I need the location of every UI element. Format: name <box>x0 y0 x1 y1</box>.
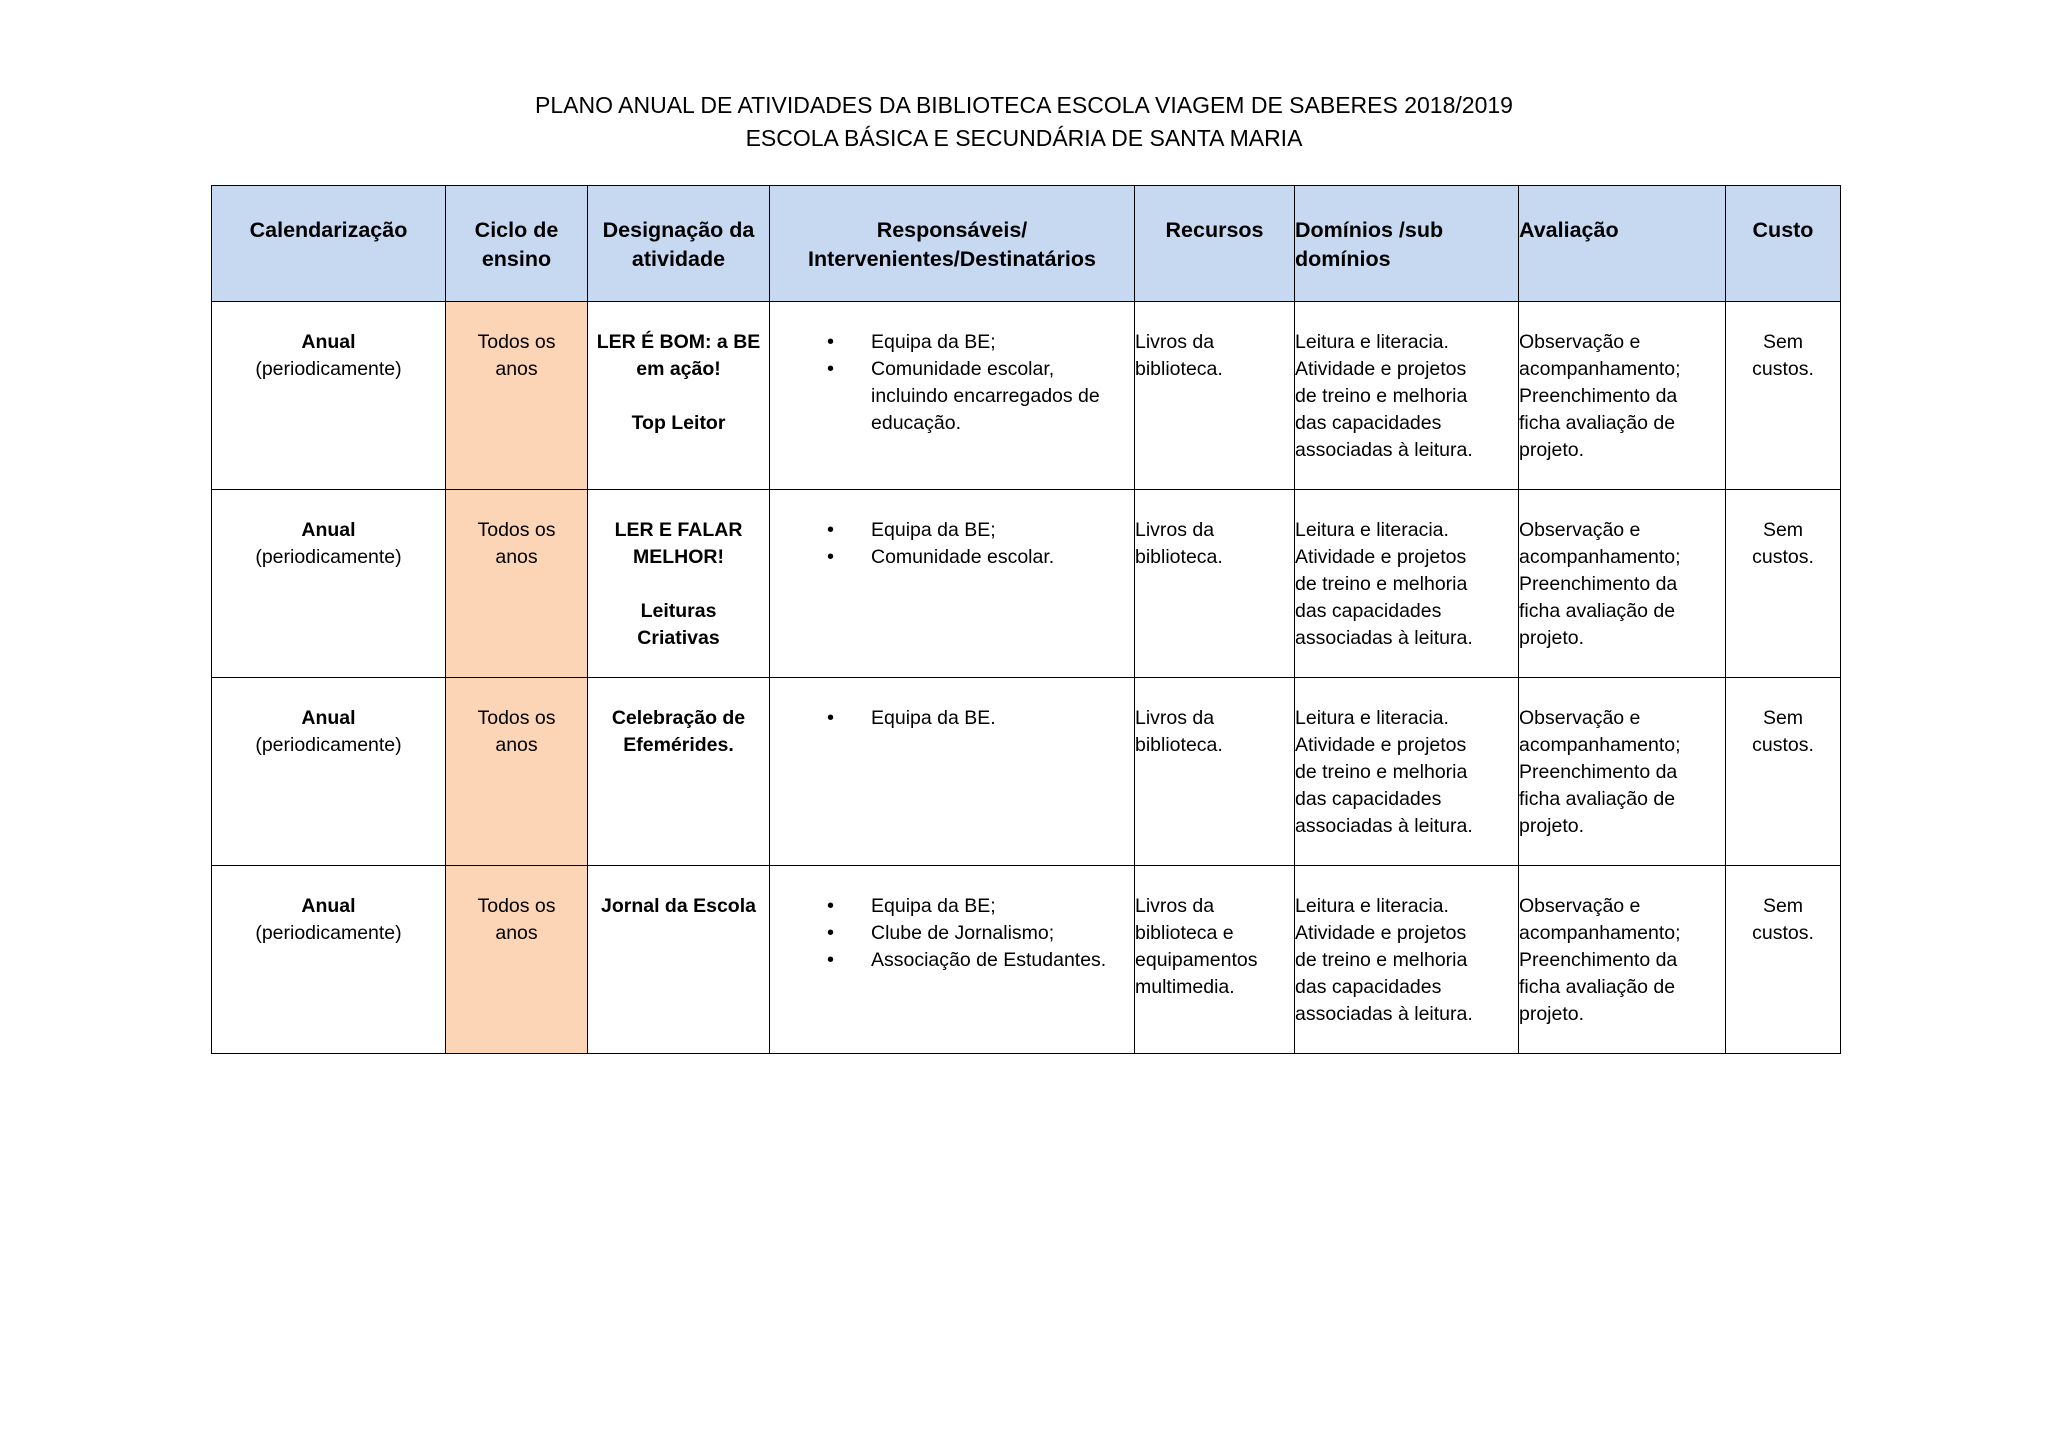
designacao-subtitle-2: Criativas <box>637 627 720 649</box>
avaliacao-line: Observação e <box>1519 895 1641 917</box>
table-row <box>212 678 1841 866</box>
header-dominios: Domínios /sub domínios <box>1295 186 1519 302</box>
responsaveis-list <box>770 329 1134 437</box>
dominios-line: associadas à leitura. <box>1295 1003 1473 1025</box>
calendarizacao-main: Anual <box>301 707 356 729</box>
cell-avaliacao <box>1519 866 1726 1054</box>
dominios-line: Leitura e literacia. <box>1295 519 1449 541</box>
designacao-subtitle: Leituras <box>640 600 717 622</box>
dominios-line: de treino e melhoria <box>1295 949 1468 971</box>
cell-responsaveis <box>770 678 1135 866</box>
recursos-line: multimedia. <box>1135 976 1235 998</box>
avaliacao-line: Preenchimento da <box>1519 761 1678 783</box>
cell-responsaveis <box>770 866 1135 1054</box>
recursos-line: biblioteca. <box>1135 734 1223 756</box>
responsavel-item: • Comunidade escolar, incluindo encarregados de educação. <box>770 356 1120 437</box>
custo-line: custos. <box>1752 358 1814 380</box>
avaliacao-line: acompanhamento; <box>1519 922 1681 944</box>
dominios-line: das capacidades <box>1295 788 1442 810</box>
header-responsaveis: Responsáveis/ Intervenientes/Destinatários <box>770 186 1135 302</box>
responsavel-item: • Equipa da BE. <box>770 705 1120 732</box>
custo-line: custos. <box>1752 922 1814 944</box>
header-designacao: Designação da atividade <box>588 186 770 302</box>
recursos-line: biblioteca. <box>1135 546 1223 568</box>
recursos-line: Livros da <box>1135 331 1215 353</box>
avaliacao-line: acompanhamento; <box>1519 546 1681 568</box>
document-subtitle: ESCOLA BÁSICA E SECUNDÁRIA DE SANTA MARIA <box>745 125 1303 151</box>
cell-ciclo-ensino <box>446 490 588 678</box>
cell-calendarizacao <box>212 678 446 866</box>
calendarizacao-sub: (periodicamente) <box>255 358 402 380</box>
table-row <box>212 866 1841 1054</box>
cell-designacao <box>588 490 770 678</box>
responsavel-item: • Equipa da BE; <box>770 329 1120 356</box>
cell-ciclo-ensino <box>446 302 588 490</box>
document-title: PLANO ANUAL DE ATIVIDADES DA BIBLIOTECA ESCOLA VIAGEM DE SABERES 2018/2019 <box>535 92 1513 118</box>
avaliacao-line: ficha avaliação de <box>1519 412 1676 434</box>
dominios-line: de treino e melhoria <box>1295 573 1468 595</box>
avaliacao-line: Observação e <box>1519 331 1641 353</box>
responsaveis-list <box>770 705 1134 732</box>
avaliacao-line: Preenchimento da <box>1519 573 1678 595</box>
cell-dominios <box>1295 490 1519 678</box>
cell-dominios <box>1295 302 1519 490</box>
avaliacao-line: ficha avaliação de <box>1519 788 1676 810</box>
ciclo-line: anos <box>495 358 538 380</box>
cell-custo <box>1726 490 1841 678</box>
cell-ciclo-ensino <box>446 866 588 1054</box>
designacao-line: Celebração de <box>611 707 746 729</box>
calendarizacao-main: Anual <box>301 895 356 917</box>
designacao-line: em ação! <box>636 358 721 380</box>
designacao-line: LER E FALAR <box>614 519 743 541</box>
cell-recursos <box>1135 678 1295 866</box>
responsavel-item: • Clube de Jornalismo; <box>770 920 1120 947</box>
dominios-line: Atividade e projetos <box>1295 546 1467 568</box>
custo-line: Sem <box>1762 519 1804 541</box>
responsavel-item: • Equipa da BE; <box>770 517 1120 544</box>
custo-line: Sem <box>1762 895 1804 917</box>
dominios-line: associadas à leitura. <box>1295 627 1473 649</box>
responsavel-item: • Equipa da BE; <box>770 893 1120 920</box>
table-row <box>212 302 1841 490</box>
recursos-line: equipamentos <box>1135 949 1258 971</box>
cell-dominios <box>1295 678 1519 866</box>
dominios-line: de treino e melhoria <box>1295 385 1468 407</box>
dominios-line: associadas à leitura. <box>1295 439 1473 461</box>
cell-designacao <box>588 678 770 866</box>
dominios-line: Leitura e literacia. <box>1295 707 1449 729</box>
header-recursos: Recursos <box>1135 186 1295 302</box>
cell-designacao <box>588 866 770 1054</box>
cell-avaliacao <box>1519 302 1726 490</box>
avaliacao-line: projeto. <box>1519 1003 1585 1025</box>
avaliacao-line: acompanhamento; <box>1519 734 1681 756</box>
header-avaliacao: Avaliação <box>1519 186 1726 302</box>
dominios-line: das capacidades <box>1295 600 1442 622</box>
header-calendarizacao: Calendarização <box>212 186 446 302</box>
ciclo-line: Todos os <box>477 707 556 729</box>
header-ciclo-ensino: Ciclo de ensino <box>446 186 588 302</box>
table-row <box>212 490 1841 678</box>
calendarizacao-sub: (periodicamente) <box>255 734 402 756</box>
cell-ciclo-ensino <box>446 678 588 866</box>
cell-custo <box>1726 302 1841 490</box>
designacao-line: Jornal da Escola <box>601 895 756 917</box>
dominios-line: das capacidades <box>1295 412 1442 434</box>
dominios-line: Leitura e literacia. <box>1295 895 1449 917</box>
designacao-line: LER É BOM: a BE <box>596 331 761 353</box>
designacao-subtitle: Top Leitor <box>631 412 726 434</box>
avaliacao-line: Preenchimento da <box>1519 385 1678 407</box>
recursos-line: Livros da <box>1135 519 1215 541</box>
cell-avaliacao <box>1519 490 1726 678</box>
calendarizacao-sub: (periodicamente) <box>255 922 402 944</box>
cell-custo <box>1726 866 1841 1054</box>
dominios-line: associadas à leitura. <box>1295 815 1473 837</box>
cell-calendarizacao <box>212 866 446 1054</box>
cell-calendarizacao <box>212 490 446 678</box>
avaliacao-line: projeto. <box>1519 439 1585 461</box>
recursos-line: biblioteca e <box>1135 922 1234 944</box>
recursos-line: Livros da <box>1135 707 1215 729</box>
cell-responsaveis <box>770 490 1135 678</box>
cell-recursos <box>1135 866 1295 1054</box>
header-custo: Custo <box>1726 186 1841 302</box>
designacao-line: Efemérides. <box>623 734 734 756</box>
cell-avaliacao <box>1519 678 1726 866</box>
avaliacao-line: Observação e <box>1519 519 1641 541</box>
responsaveis-list <box>770 517 1134 571</box>
avaliacao-line: ficha avaliação de <box>1519 976 1676 998</box>
recursos-line: biblioteca. <box>1135 358 1223 380</box>
ciclo-line: Todos os <box>477 331 556 353</box>
avaliacao-line: acompanhamento; <box>1519 358 1681 380</box>
ciclo-line: Todos os <box>477 519 556 541</box>
custo-line: custos. <box>1752 734 1814 756</box>
dominios-line: de treino e melhoria <box>1295 761 1468 783</box>
dominios-line: Leitura e literacia. <box>1295 331 1449 353</box>
dominios-line: Atividade e projetos <box>1295 922 1467 944</box>
cell-custo <box>1726 678 1841 866</box>
cell-responsaveis <box>770 302 1135 490</box>
responsavel-item: • Comunidade escolar. <box>770 544 1120 571</box>
ciclo-line: anos <box>495 734 538 756</box>
cell-designacao <box>588 302 770 490</box>
avaliacao-line: projeto. <box>1519 815 1585 837</box>
calendarizacao-sub: (periodicamente) <box>255 546 402 568</box>
responsaveis-list <box>770 893 1134 974</box>
ciclo-line: anos <box>495 546 538 568</box>
cell-calendarizacao <box>212 302 446 490</box>
avaliacao-line: ficha avaliação de <box>1519 600 1676 622</box>
dominios-line: das capacidades <box>1295 976 1442 998</box>
dominios-line: Atividade e projetos <box>1295 358 1467 380</box>
avaliacao-line: Preenchimento da <box>1519 949 1678 971</box>
cell-dominios <box>1295 866 1519 1054</box>
ciclo-line: anos <box>495 922 538 944</box>
custo-line: Sem <box>1762 707 1804 729</box>
recursos-line: Livros da <box>1135 895 1215 917</box>
activities-table <box>211 185 1841 1054</box>
custo-line: Sem <box>1762 331 1804 353</box>
ciclo-line: Todos os <box>477 895 556 917</box>
calendarizacao-main: Anual <box>301 331 356 353</box>
calendarizacao-main: Anual <box>301 519 356 541</box>
designacao-line: MELHOR! <box>633 546 724 568</box>
responsavel-item: • Associação de Estudantes. <box>770 947 1120 974</box>
table-header-row <box>212 186 1841 302</box>
cell-recursos <box>1135 490 1295 678</box>
dominios-line: Atividade e projetos <box>1295 734 1467 756</box>
custo-line: custos. <box>1752 546 1814 568</box>
cell-recursos <box>1135 302 1295 490</box>
avaliacao-line: Observação e <box>1519 707 1641 729</box>
avaliacao-line: projeto. <box>1519 627 1585 649</box>
